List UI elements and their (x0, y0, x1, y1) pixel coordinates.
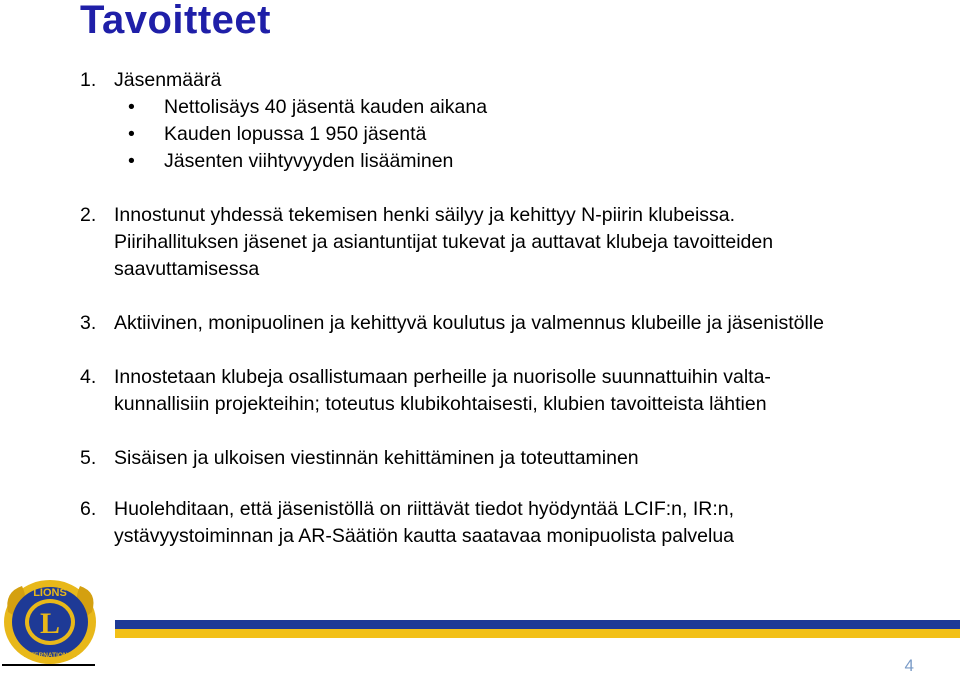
item-text (114, 364, 771, 418)
item-number: 5. (80, 447, 97, 469)
item-line: Piirihallituksen jäsenet ja asiantuntijat tukevat ja auttavat klubeja tavoitteiden (114, 231, 774, 253)
item-number: 4. (80, 366, 97, 388)
item-line: Innostunut yhdessä tekemisen henki säilyy ja kehittyy N-piirin klubeissa. (114, 204, 736, 226)
footer-blue-stripe (115, 620, 960, 629)
bullet-dot-icon: • (128, 96, 135, 118)
svg-text:LIONS: LIONS (33, 587, 67, 599)
bullet-text: Kauden lopussa 1 950 jäsentä (164, 123, 427, 145)
slide-title: Tavoitteet (80, 0, 271, 42)
item-text (114, 202, 773, 283)
item-number: 6. (80, 498, 97, 520)
item-text: Jäsenmäärä (114, 69, 222, 91)
footer-yellow-stripe (115, 629, 960, 638)
svg-text:INTERNATIONAL: INTERNATIONAL (23, 652, 77, 659)
item-text (114, 496, 734, 550)
item-line: saavuttamisessa (114, 258, 260, 280)
item-number: 2. (80, 204, 97, 226)
bullet-text: Nettolisäys 40 jäsentä kauden aikana (164, 96, 488, 118)
footer-logo-underline (2, 664, 95, 666)
svg-text:L: L (39, 607, 61, 640)
page-number: 4 (904, 656, 914, 675)
bullet-dot-icon: • (128, 123, 135, 145)
item-line: Huolehditaan, että jäsenistöllä on riittävät tiedot hyödyntää LCIF:n, IR:n, (114, 498, 735, 520)
item-line: Sisäisen ja ulkoisen viestinnän kehittäminen ja toteuttaminen (114, 447, 639, 469)
item-line: Innostetaan klubeja osallistumaan perheille ja nuorisolle suunnattuihin valta- (114, 366, 771, 388)
item-line: kunnallisiin projekteihin; toteutus klubikohtaisesti, klubien tavoitteista lähtien (114, 393, 767, 415)
item-number: 3. (80, 312, 97, 334)
item-line: ystävyystoiminnan ja AR-Säätiön kautta saatavaa monipuolista palvelua (114, 525, 735, 547)
bullet-text: Jäsenten viihtyvyyden lisääminen (164, 150, 454, 172)
bullet-dot-icon: • (128, 150, 135, 172)
item-text (114, 445, 639, 472)
item-line: Aktiivinen, monipuolinen ja kehittyvä koulutus ja valmennus klubeille ja jäsenistölle (114, 312, 824, 334)
lions-international-logo-icon (2, 572, 102, 666)
item-text (114, 310, 824, 337)
item-number: 1. (80, 69, 97, 91)
